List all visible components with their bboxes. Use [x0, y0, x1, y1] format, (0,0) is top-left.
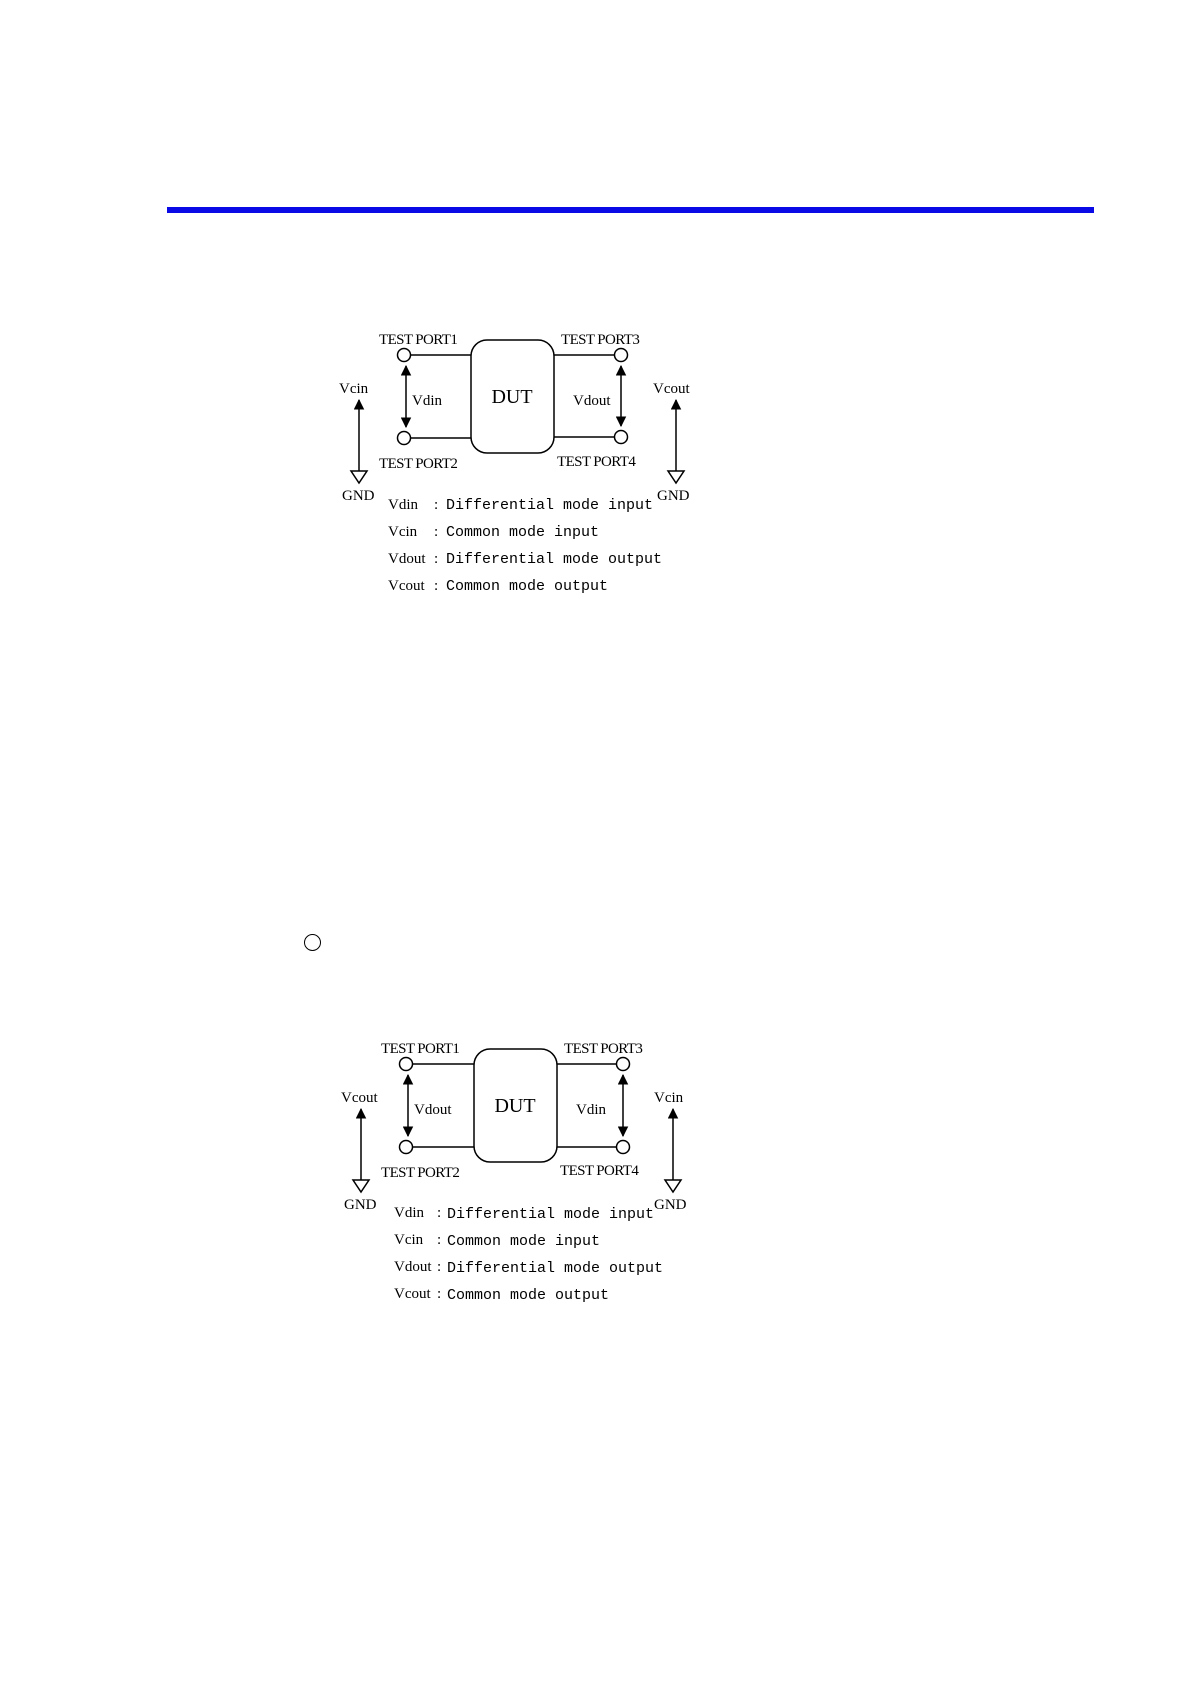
legend-sep: :: [434, 524, 439, 540]
inner-right-label: Vdin: [576, 1102, 606, 1118]
outer-left-label: Vcin: [339, 381, 369, 397]
port2-label: TEST PORT2: [381, 1165, 460, 1181]
port3-label: TEST PORT3: [561, 332, 640, 348]
legend-term: Vcout: [394, 1286, 431, 1302]
port1-label: TEST PORT1: [379, 332, 458, 348]
port2-terminal: [398, 432, 411, 445]
legend-term: Vdin: [388, 497, 418, 513]
legend-term: Vdout: [388, 551, 426, 567]
legend-sep: :: [437, 1286, 442, 1302]
port1-label: TEST PORT1: [381, 1041, 460, 1057]
port1-terminal: [400, 1058, 413, 1071]
port3-label: TEST PORT3: [564, 1041, 643, 1057]
legend-desc: Common mode output: [446, 578, 609, 595]
port2-label: TEST PORT2: [379, 456, 458, 472]
ground-right-symbol: [665, 1180, 681, 1192]
port4-label: TEST PORT4: [560, 1163, 639, 1179]
port4-terminal: [617, 1141, 630, 1154]
inner-left-label: Vdin: [412, 393, 442, 409]
legend-sep: :: [434, 578, 439, 594]
ground-left-symbol: [353, 1180, 369, 1192]
legend-sep: :: [434, 551, 439, 567]
port4-label: TEST PORT4: [557, 454, 636, 470]
diagram-2: [341, 1041, 687, 1304]
diagram-1: [339, 332, 690, 595]
list-bullet-circle: [304, 934, 321, 951]
legend-sep: :: [437, 1232, 442, 1248]
outer-right-label: Vcin: [654, 1090, 684, 1106]
legend-desc: Common mode input: [446, 524, 600, 541]
legend: [388, 497, 662, 595]
outer-right-label: Vcout: [653, 381, 690, 397]
legend-sep: :: [437, 1205, 442, 1221]
legend-desc: Common mode output: [447, 1287, 610, 1304]
legend-desc: Common mode input: [447, 1233, 601, 1250]
dut-label: DUT: [491, 386, 533, 408]
legend-desc: Differential mode input: [446, 497, 654, 514]
legend-term: Vcout: [388, 578, 425, 594]
ground-right-label: GND: [654, 1197, 687, 1213]
legend-desc: Differential mode input: [447, 1206, 655, 1223]
dut-label: DUT: [494, 1095, 536, 1117]
legend: [394, 1205, 663, 1304]
ground-right-label: GND: [657, 488, 690, 504]
inner-right-label: Vdout: [573, 393, 611, 409]
legend-sep: :: [434, 497, 439, 513]
port1-terminal: [398, 349, 411, 362]
legend-term: Vcin: [388, 524, 418, 540]
port2-terminal: [400, 1141, 413, 1154]
ground-left-label: GND: [344, 1197, 377, 1213]
legend-term: Vdin: [394, 1205, 424, 1221]
legend-term: Vcin: [394, 1232, 424, 1248]
legend-desc: Differential mode output: [447, 1260, 664, 1277]
port3-terminal: [615, 349, 628, 362]
ground-right-symbol: [668, 471, 684, 483]
ground-left-label: GND: [342, 488, 375, 504]
inner-left-label: Vdout: [414, 1102, 452, 1118]
ground-left-symbol: [351, 471, 367, 483]
outer-left-label: Vcout: [341, 1090, 378, 1106]
legend-sep: :: [437, 1259, 442, 1275]
legend-desc: Differential mode output: [446, 551, 663, 568]
legend-term: Vdout: [394, 1259, 432, 1275]
port3-terminal: [617, 1058, 630, 1071]
port4-terminal: [615, 431, 628, 444]
